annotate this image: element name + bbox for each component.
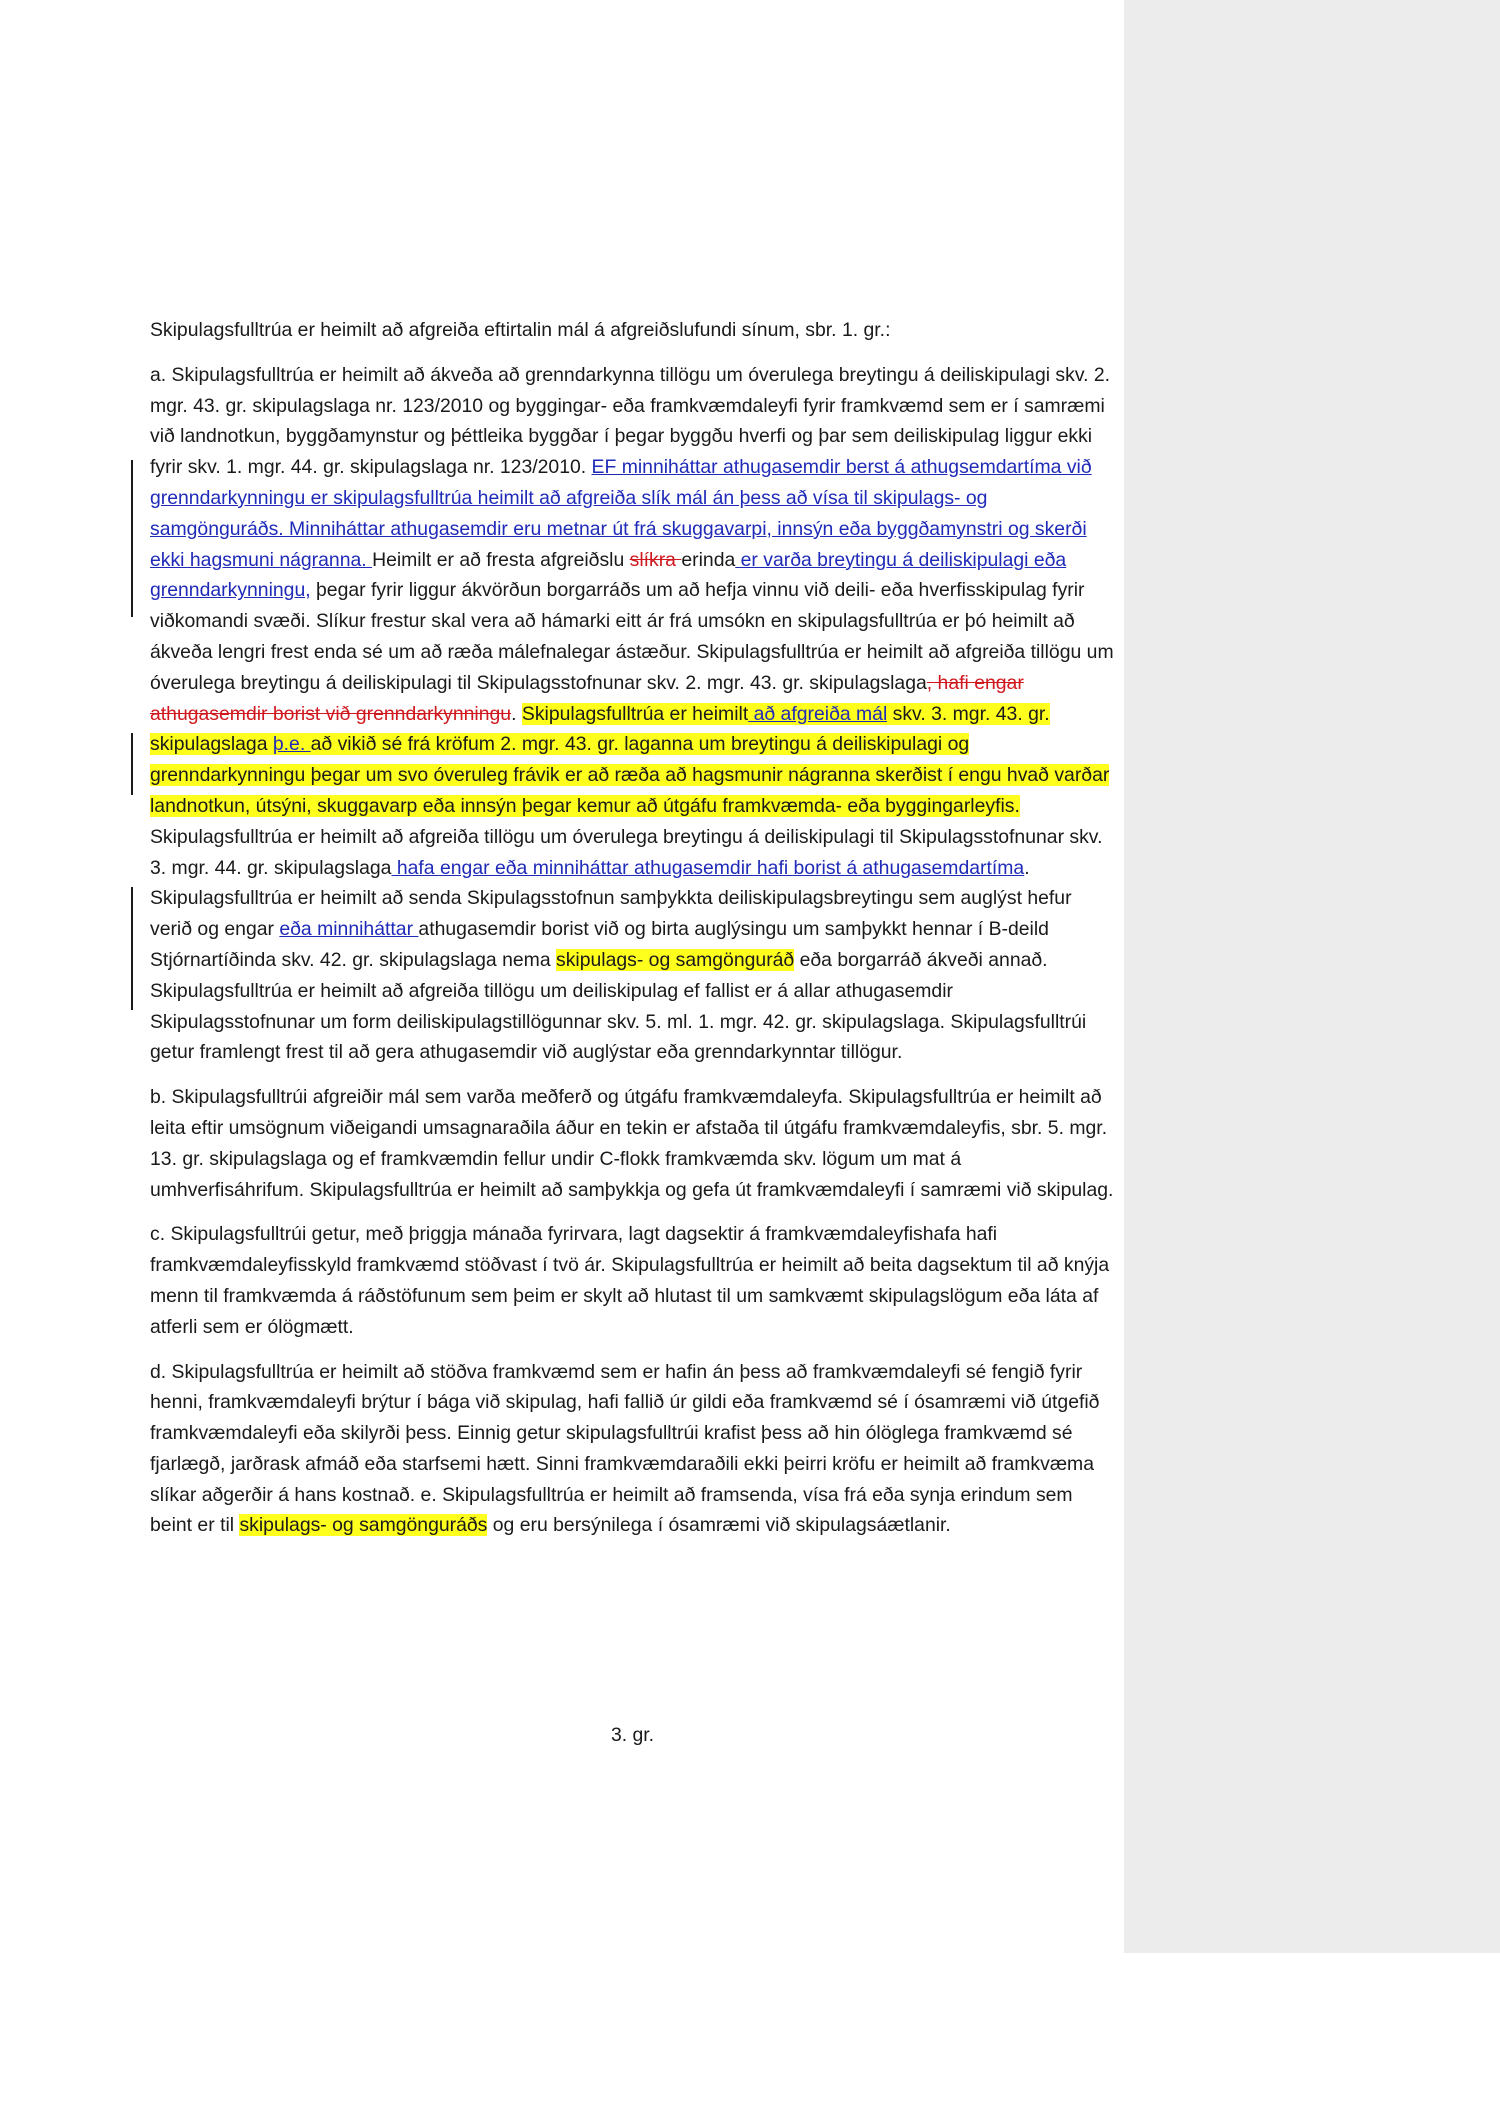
text-run: erinda: [681, 548, 736, 571]
highlighted-text: skipulags- og samgönguráðs: [239, 1514, 488, 1537]
tracked-insertion[interactable]: eða minniháttar: [279, 918, 419, 941]
change-bar: [131, 460, 133, 617]
paragraph-a: [150, 360, 1115, 1068]
tracked-insertion[interactable]: EF minniháttar athugasemdir berst á athugsemdartíma við grenndarkynningu er skipulagsfulltrúa heimilt að afgreiða slík mál án þess að vísa til skipulags- og samgönguráðs. Minniháttar athugasemdir eru metnar út frá skuggavarpi, innsýn eða byggðamynstri og skerði ekki hagsmuni nágranna.: [150, 456, 1092, 571]
text-run: .: [511, 702, 522, 725]
tracked-insertion[interactable]: er varða breytingu á deiliskipulagi eða grenndarkynningu,: [150, 548, 1067, 602]
highlighted-insertion[interactable]: þ.e.: [272, 733, 311, 756]
paragraph-d: [150, 1357, 1115, 1542]
highlighted-text: að vikið sé frá kröfum 2. mgr. 43. gr. laganna um breytingu á deiliskipulagi og grenndarkynningu þegar um svo óveruleg frávik er að ræða að hagsmunir nágranna skerðist í engu hvað varðar landnotkun, útsýni, skuggavarp eða innsýn þegar kemur að útgáfu framkvæmda- eða byggingarleyfis.: [150, 733, 1110, 817]
text-run: og eru bersýnilega í ósamræmi við skipulagsáætlanir.: [487, 1514, 951, 1537]
text-run: Heimilt er að fresta afgreiðslu: [372, 548, 630, 571]
highlighted-text: skipulags- og samgönguráð: [556, 948, 795, 971]
comment-markup-pane: [1124, 0, 1500, 1953]
text-run: Skipulagsfulltrúa er heimilt að afgreiða tillögu um óverulega breytingu á deiliskipulagi til Skipulagsstofnunar skv. 3. mgr. 44. gr. skipulagslaga: [150, 825, 1103, 879]
text-run: . Skipulagsfulltrúa er heimilt að senda Skipulagsstofnun samþykkta deiliskipulagsbreytingu sem auglýst hefur verið og engar: [150, 856, 1072, 941]
text-run: d. Skipulagsfulltrúa er heimilt að stöðva framkvæmd sem er hafin án þess að framkvæmdaleyfi sé fengið fyrir henni, framkvæmdaleyfi brýtur í bága við skipulag, hafi fallið úr gildi eða framkvæmd sé í ósamræmi við útgefið framkvæmdaleyfi eða skilyrði þess. Einnig getur skipulagsfulltrúi krafist þess að hin ólöglega framkvæmd sé fjarlægð, jarðrask afmáð eða starfsemi hætt. Sinni framkvæmdaraðili ekki þeirri kröfu er heimilt að framkvæma slíkar aðgerðir á hans kostnað. e. Skipulagsfulltrúa er heimilt að framsenda, vísa frá eða synja erindum sem beint er til: [150, 1360, 1100, 1537]
change-bar: [131, 733, 133, 795]
highlighted-text: Skipulagsfulltrúa er heimilt: [521, 702, 749, 725]
tracked-insertion[interactable]: hafa engar eða minniháttar athugasemdir hafi borist á athugasemdartíma: [391, 856, 1025, 879]
text-run: þegar fyrir liggur ákvörðun borgarráðs um að hefja vinnu við deili- eða hverfisskipulag fyrir viðkomandi svæði. Slíkur frestur skal vera að hámarki eitt ár frá umsókn en skipulagsfulltrúa er þó heimilt að ákveða lengri frest enda sé um að ræða málefnalegar ástæður. Skipulagsfulltrúa er heimilt að afgreiða tillögu um óverulega breytingu á deiliskipulagi til Skipulagsstofnunar skv. 2. mgr. 43. gr. skipulagslaga: [150, 579, 1114, 694]
highlighted-text: skv. 3. mgr. 43. gr. skipulagslaga: [150, 702, 1050, 756]
paragraph-b: b. Skipulagsfulltrúi afgreiðir mál sem varða meðferð og útgáfu framkvæmdaleyfa. Skipulagsfulltrúa er heimilt að leita eftir umsögnum viðeigandi umsagnaraðila áður en tekin er afstaða til útgáfu framkvæmdaleyfis, sbr. 5. mgr. 13. gr. skipulagslaga og ef framkvæmdin fellur undir C-flokk framkvæmda skv. lögum um mat á umhverfisáhrifum. Skipulagsfulltrúa er heimilt að samþykkja og gefa út framkvæmdaleyfi í samræmi við skipulag.: [150, 1086, 1114, 1201]
paragraph-c: c. Skipulagsfulltrúi getur, með þriggja mánaða fyrirvara, lagt dagsektir á framkvæmdaleyfishafa hafi framkvæmdaleyfisskyld framkvæmd stöðvast í tvö ár. Skipulagsfulltrúa er heimilt að beita dagsektum til að knýja menn til framkvæmda á ráðstöfunum sem þeim er skylt að hlutast til um samkvæmt skipulagslögum eða láta af atferli sem er ólögmætt.: [150, 1223, 1110, 1338]
intro-paragraph: Skipulagsfulltrúa er heimilt að afgreiða eftirtalin mál á afgreiðslufundi sínum, sbr. 1. gr.:: [150, 319, 891, 341]
tracked-deletion[interactable]: , hafi engar athugasemdir borist við grenndarkynningu: [150, 671, 1024, 725]
text-run: eða borgarráð ákveði annað. Skipulagsfulltrúa er heimilt að afgreiða tillögu um deiliskipulag ef fallist er á allar athugasemdir Skipulagsstofnunar um form deiliskipulagstillögunnar skv. 5. ml. 1. mgr. 42. gr. skipulagslaga. Skipulagsfulltrúi getur framlengt frest til að gera athugasemdir við auglýstar eða grenndarkynntar tillögur.: [150, 948, 1087, 1064]
text-run: athugasemdir borist við og birta auglýsingu um samþykkt hennar í B-deild Stjórnartíðinda skv. 42. gr. skipulagslaga nema: [150, 918, 1049, 971]
document-body: [150, 315, 1115, 1555]
tracked-deletion[interactable]: slíkra: [629, 548, 682, 571]
highlighted-insertion[interactable]: að afgreiða mál: [748, 702, 888, 725]
change-bar: [131, 887, 133, 1010]
text-run: a. Skipulagsfulltrúa er heimilt að ákveða að grenndarkynna tillögu um óverulega breytingu á deiliskipulagi skv. 2. mgr. 43. gr. skipulagslaga nr. 123/2010 og byggingar- eða framkvæmdaleyfi fyrir framkvæmd sem er í samræmi við landnotkun, byggðamynstur og þéttleika byggðar í þegar byggðu hverfi og þar sem deiliskipulag liggur ekki fyrir skv. 1. mgr. 44. gr. skipulagslaga nr. 123/2010.: [150, 363, 1111, 479]
section-number: 3. gr.: [610, 1724, 655, 1746]
